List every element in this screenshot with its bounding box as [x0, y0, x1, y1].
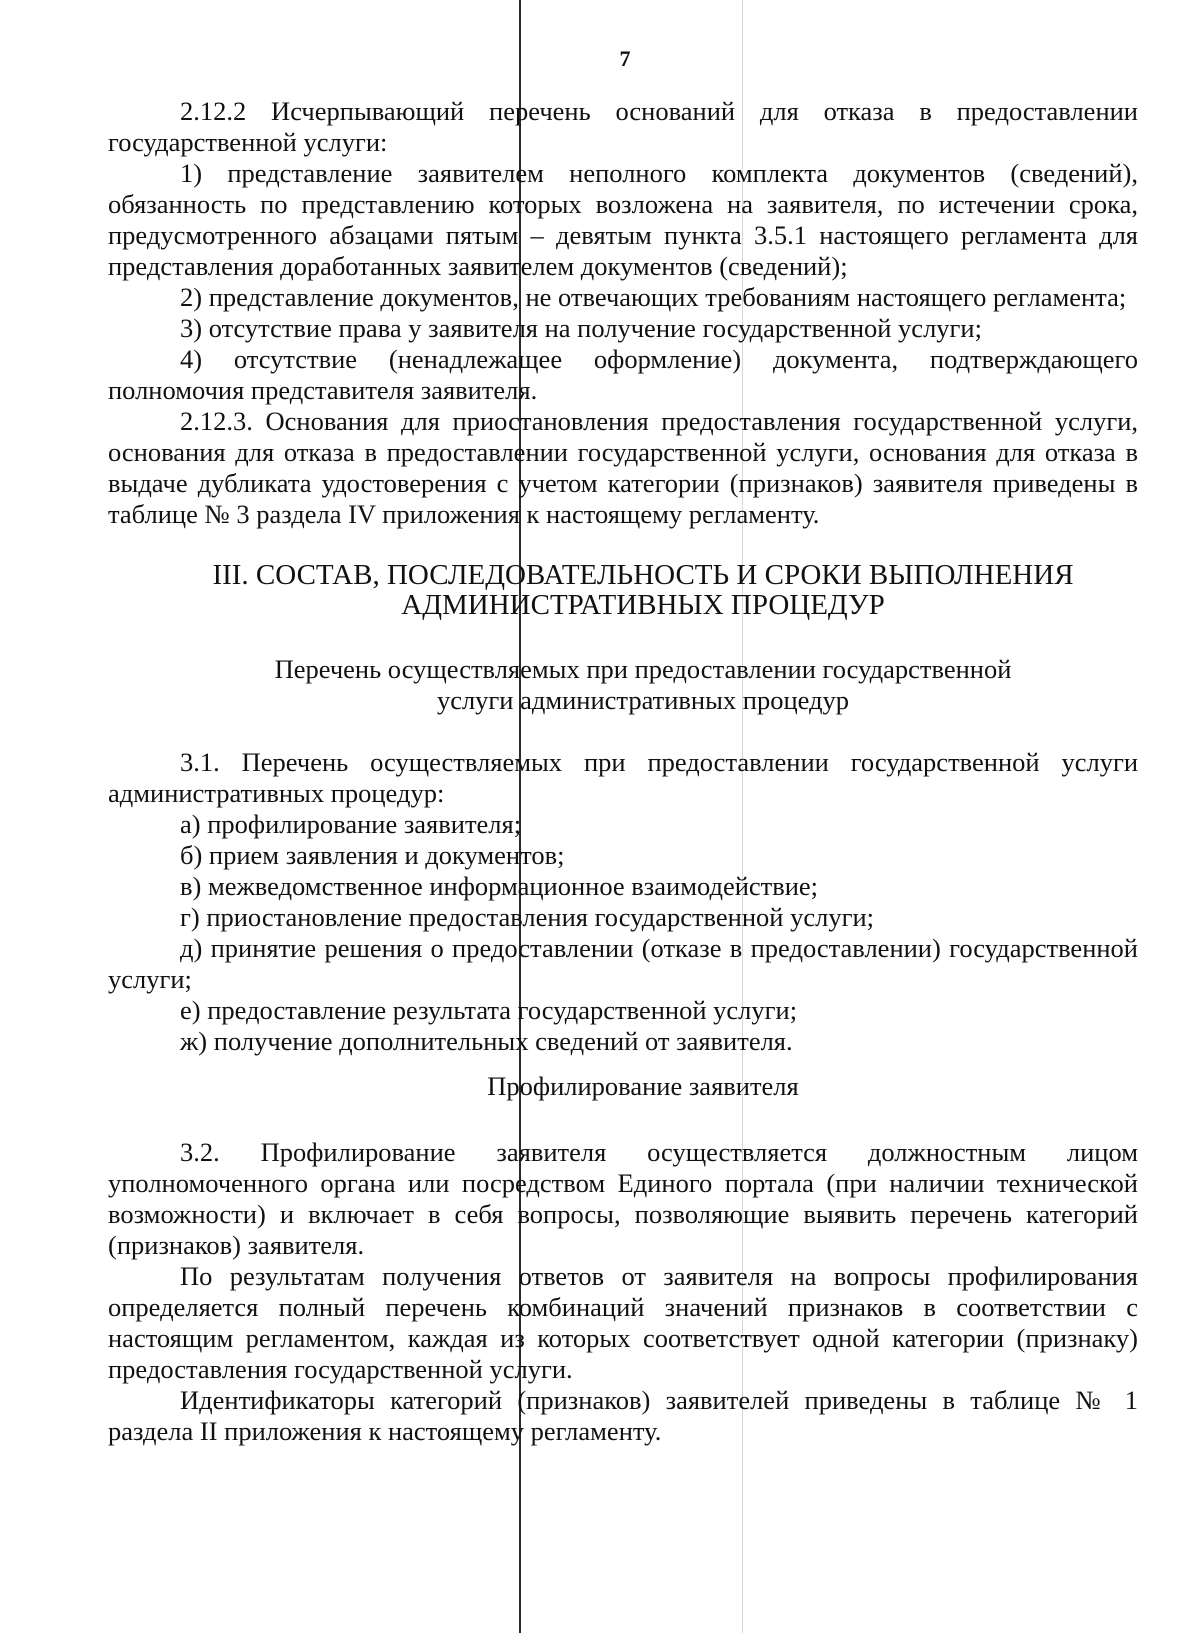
paragraph-3-2: 3.2. Профилирование заявителя осуществляется должностным лицом уполномоченного органа или посредством Единого портала (при наличии технической возможности) и включает в себя вопросы, позволяющие выявить перечень категорий (признаков) заявителя. — [108, 1137, 1138, 1260]
page-number: 7 — [619, 46, 631, 71]
section-title-line-1: III. СОСТАВ, ПОСЛЕДОВАТЕЛЬНОСТЬ И СРОКИ ВЫПОЛНЕНИЯ — [212, 559, 1074, 591]
list-item-zh: ж) получение дополнительных сведений от заявителя. — [180, 1026, 793, 1056]
list-item-e: е) предоставление результата государственной услуги; — [180, 995, 798, 1025]
list-item-g: г) приостановление предоставления государственной услуги; — [180, 902, 874, 932]
document-body — [108, 96, 1138, 1447]
paragraph-item-1: 1) представление заявителем неполного комплекта документов (сведений), обязанность по представлению которых возложена на заявителя, по истечении срока, предусмотренного абзацами пятым – девятым пункта 3.5.1 настоящего регламента для представления доработанных заявителем документов (сведений); — [108, 158, 1138, 281]
section-title-line-2: АДМИНИСТРАТИВНЫХ ПРОЦЕДУР — [401, 589, 885, 621]
paragraph-item-4: 4) отсутствие (ненадлежащее оформление) документа, подтверждающего полномочия представителя заявителя. — [108, 344, 1138, 405]
subsection-title-line-1: Перечень осуществляемых при предоставлении государственной — [274, 654, 1012, 684]
list-item-b: б) прием заявления и документов; — [180, 840, 565, 870]
paragraph-profiling-results: По результатам получения ответов от заявителя на вопросы профилирования определяется полный перечень комбинаций значений признаков в соответствии с настоящим регламентом, каждая из которых соответствует одной категории (признаку) предоставления государственной услуги. — [108, 1261, 1138, 1384]
paragraph-3-1: 3.1. Перечень осуществляемых при предоставлении государственной услуги административных процедур: — [108, 747, 1138, 808]
paragraph-identifiers: Идентификаторы категорий (признаков) заявителей приведены в таблице № 1 раздела II приложения к настоящему регламенту. — [108, 1385, 1138, 1446]
list-item-d: д) принятие решения о предоставлении (отказе в предоставлении) государственной услуги; — [108, 933, 1138, 994]
subsection-title-profiling: Профилирование заявителя — [487, 1071, 799, 1101]
subsection-title-line-2: услуги административных процедур — [436, 685, 850, 715]
subsection-title — [108, 654, 1138, 716]
list-item-v: в) межведомственное информационное взаимодействие; — [180, 871, 819, 901]
paragraph-2-12-2: 2.12.2 Исчерпывающий перечень оснований для отказа в предоставлении государственной услуги: — [108, 96, 1138, 157]
list-item-a: а) профилирование заявителя; — [180, 809, 522, 839]
section-title — [108, 560, 1138, 620]
paragraph-item-2: 2) представление документов, не отвечающих требованиям настоящего регламента; — [180, 282, 1127, 312]
paragraph-item-3: 3) отсутствие права у заявителя на получение государственной услуги; — [180, 313, 982, 343]
paragraph-2-12-3: 2.12.3. Основания для приостановления предоставления государственной услуги, основания для отказа в предоставлении государственной услуги, основания для отказа в выдаче дубликата удостоверения с учетом категории (признаков) заявителя приведены в таблице № 3 раздела IV приложения к настоящему регламенту. — [108, 406, 1138, 529]
